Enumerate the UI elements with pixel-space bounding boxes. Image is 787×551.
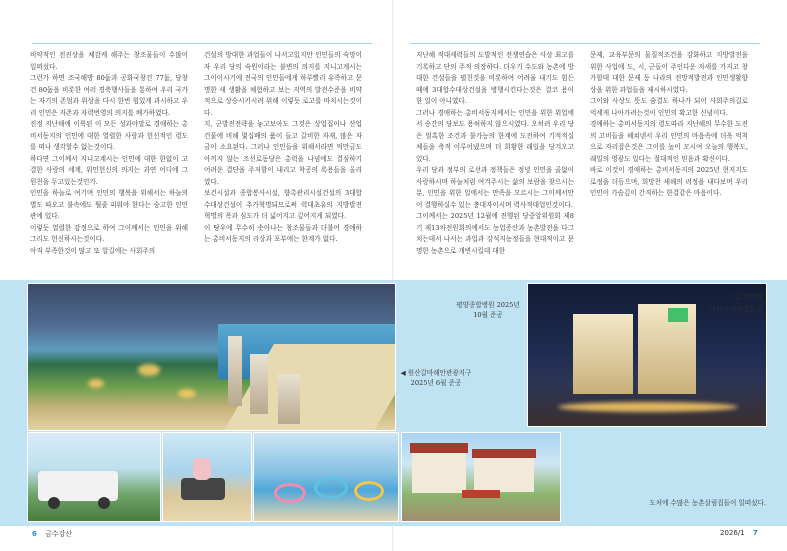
paragraph: 그러나 경애하는 총비서동지께서는 인민을 위한 위업에서 승간의 당보도 용허하지 않으시였다. 오히려 우리 당은 엄혹한 조건과 불가능의 한계에 도전하여 기적적실체들을 축적 이루어냈으며 더 희황한 래일을 당겨오고있다. xyxy=(416,108,574,163)
top-rule-left xyxy=(32,43,372,44)
magazine-title: 금수강산 xyxy=(45,530,73,538)
light-glow xyxy=(88,379,104,388)
house-roof xyxy=(472,449,536,458)
page-number-left: 6 xyxy=(32,530,37,538)
text-column-4 xyxy=(590,50,748,200)
beach-swimmers-photo xyxy=(253,432,399,522)
hospital-building xyxy=(573,314,633,394)
hotel-tower xyxy=(250,354,268,414)
paragraph: 지, 군발전전략을 놓고보아도 그것은 상업집이나 산업건물에 비해 몇십배의 품이 들고 갈비한 자재, 많은 자금이 소요된다. 그러나 인민들을 위해서라면 억만금도 아끼지 않는 조선로동당은 총력을 나념에도 결심하기 어려운 결단을 주저함이 내리고 착공의 록용들을 올리였다. xyxy=(204,120,362,186)
page-number-right: 7 xyxy=(752,529,758,537)
swim-ring xyxy=(274,483,306,503)
house-roof xyxy=(410,443,468,453)
hotel-tower xyxy=(278,374,300,424)
paragraph: 비약적인 전진상을 체감케 해주는 창조물들이 수많이 일떠섰다. xyxy=(30,51,188,71)
paragraph: 건설의 방대한 과업들이 나서고있지만 인민들의 숙망이자 우리 당의 숙원이라는 불변의 의지를 지니고계시는 그이이시기에 전국의 인민들에게 하루빨리 유족하고 문명한 새 생활을 체험하고 보는 지역의 발전수준을 비약적으로 상승시키시려 위해 이렇듯 로고를 바치시는것이다. xyxy=(204,51,362,117)
light-glow xyxy=(178,389,196,398)
paragraph: 그런가 하면 조국해방 80돐과 공화국창건 77돐, 당창건 80돐을 비롯한 여러 경축행사들을 통하여 우리 국가는 자기의 존엄과 위상을 다시 한번 힘있게 과시하고 우리 인민은 자존과 자력번영의 의지를 배가하였다. xyxy=(30,74,188,117)
paragraph: 문제, 교육부문의 물질적조건을 강화하고 지방발전을 위한 사업에 도, 시, 군들이 주인다운 자세를 가지고 창가할데 대한 문제 등 나라의 전망적발전과 인민생활향상을 위한 과업들을 제시하시였다. xyxy=(590,51,748,94)
house xyxy=(474,458,534,492)
paragraph: 인민을 하늘로 여기며 인민의 행복을 위해서는 하늘의 별도 따오고 불속에도 뛸줄 피워야 한다는 숭고한 인민관에 있다. xyxy=(30,189,188,220)
photo-credit: 사진 조선중앙통신 xyxy=(708,305,762,313)
house xyxy=(412,453,466,493)
rural-houses-photo xyxy=(401,432,561,522)
paragraph: 그이께서는 2025년 12월에 진행된 당중앙위원회 제8기 제13차전원회의에서도 농업증산과 농촌발전을 다그치는데서 나서는 과업과 강석지농정들을 현대적이고 문명한 농촌으로 개변시킬데 대한 xyxy=(416,212,574,255)
hospital-caption: 평양종합병원 2025년 10월 준공 xyxy=(456,301,520,319)
swim-ring xyxy=(354,481,384,501)
quad-bike xyxy=(181,478,225,500)
paragraph: 아직 부족한것이 많고 또 알길에는 사회주의 xyxy=(30,246,156,255)
paragraph: 바로 이것이 경애하는 총비서동지의 2025년 현지지도로정을 더듬으며, 희망찬 새해의 려정을 내다보며 우리 인민이 가슴깊이 간직하는 한결같은 마음이다. xyxy=(590,166,748,197)
paragraph: 진정 지난해에 이룩된 이 모든 성과야말로 경애하는 총비서동지의 인민에 대한 열렬한 사랑과 헌신적인 령도를 떠나 생각할수 없는것이다. xyxy=(30,120,188,151)
street-lights xyxy=(558,402,738,412)
author-credit: 글 변진혁 xyxy=(734,293,762,301)
cart-wheel xyxy=(98,497,110,509)
paragraph: 그이와 사상도 뜻도 숨결도 하나가 되어 사회주의길로 억세게 나아가려는것이 인민의 확고한 신념이다. xyxy=(590,97,748,117)
byline xyxy=(650,291,762,315)
issue-date: 2026/1 xyxy=(720,529,745,537)
folio-left xyxy=(32,529,72,539)
paragraph: 경애하는 총비서동지의 령도따라 지난해의 무수한 도전의 고비들을 헤쳐넨서 우리 인민의 마음속에 더욱 억척으로 자리잡은것은 그이를 높이 모시여 오늘의 행복도, 래일의 영광도 있다는 절대적인 믿음과 확신이다. xyxy=(590,120,748,163)
light-glow xyxy=(138,364,160,376)
swim-ring xyxy=(314,477,348,499)
text-column-1 xyxy=(30,50,188,257)
paragraph: 이 땅우에 무수히 솟아나는 창조물들과 더불어 경애하는 총비서동지의 리상과 포부에는 한계가 없다. xyxy=(204,223,362,243)
resort-aerial-photo xyxy=(27,283,396,431)
paragraph: 하다면 그이께서 지니고계시는 인민에 대한 한없이 고결한 사랑의 세계, 위민헌신의 의지는 과연 어디에 그 원천을 두고있는것인가. xyxy=(30,154,188,186)
paragraph: 이렇듯 열렬한 감정으로 하여 그이께서는 인민을 위해 그리도 헌신하시는것이다. xyxy=(30,223,188,243)
paragraph: 지난해 적대세력들의 도발적인 전쟁연습은 사상 최고를 기록하고 단의 주적 의장하다. 더우기 수도와 농촌에 방대한 건설들을 펼친것을 비롯하여 어려울 내기도 힘든 때에 3대합수대상건설을 병행시킨다는것은 결코 용이한 일이 아니였다. xyxy=(416,51,574,105)
electric-cart-photo xyxy=(27,432,161,522)
paragraph: 우리 당과 정부의 로선과 정책들은 정녕 인민을 골없이 사랑하시며 하늘처럼 여겨주시는 삶의 보람을 찾으시는분, 인민을 위한 일에서는 만족을 모르시는 그이께서만이 결행하실수 있는 충대자이시며 력사적대업인것이다. xyxy=(416,166,574,209)
text-column-3 xyxy=(416,50,574,257)
houses-caption: 도처에 수많은 농촌살림집들이 일떠섰다. xyxy=(649,499,766,507)
resort-caption: ◀ 원산갈마해안관광지구 2025년 6월 준공 xyxy=(400,369,472,387)
rider xyxy=(193,458,211,480)
text-column-2 xyxy=(204,50,362,246)
red-banner xyxy=(462,490,500,498)
paragraph: 보건시설과 종합봉사시설, 향촉관리시설건설의 3대합수대상건설이 추가혁명되므로써 력대초유의 지방발전혁명의 폭과 심도가 더 넓어지고 깊어지게 되였다. xyxy=(204,189,362,220)
top-rule-right xyxy=(410,43,760,44)
folio-right xyxy=(720,529,758,537)
hotel-tower xyxy=(228,336,242,406)
quad-bike-photo xyxy=(162,432,252,522)
cart-wheel xyxy=(48,497,60,509)
